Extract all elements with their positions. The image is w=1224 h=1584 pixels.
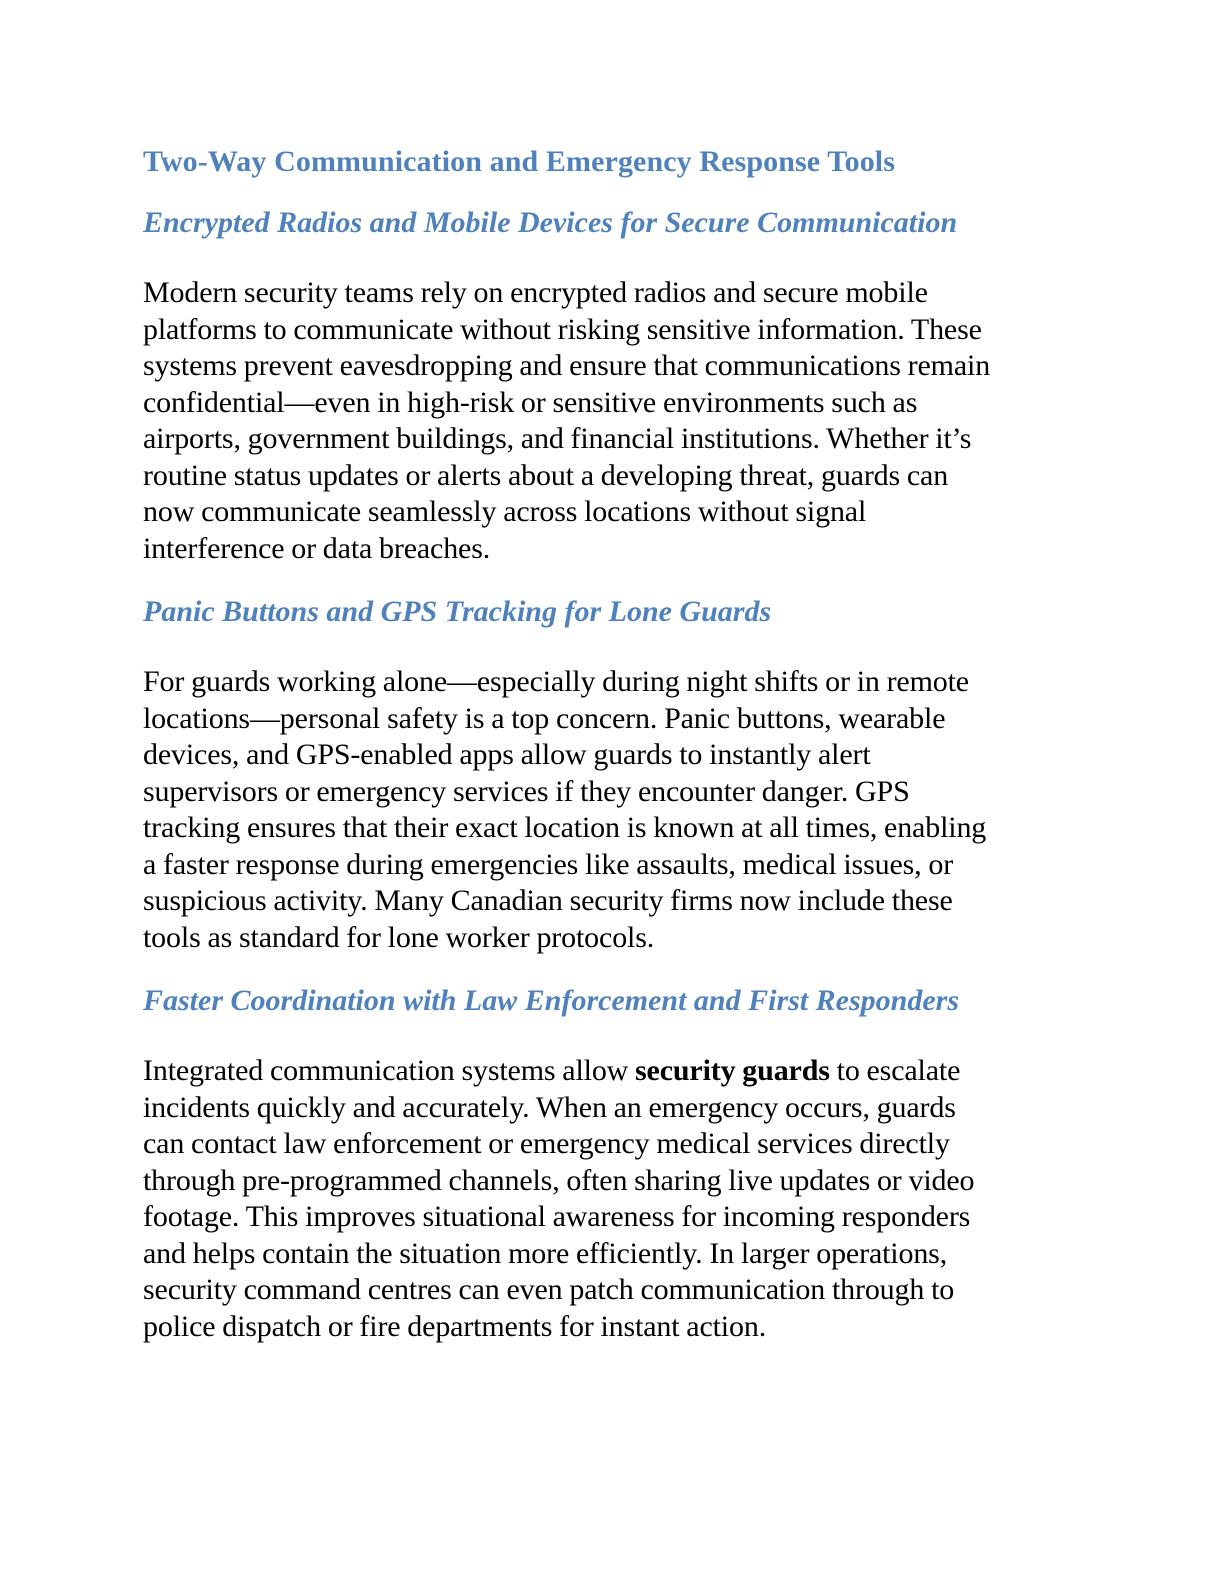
section-body-panic-buttons xyxy=(143,664,1063,956)
text-line: platforms to communicate without risking sensitive information. These xyxy=(143,312,982,346)
text-line: Modern security teams rely on encrypted radios and secure mobile xyxy=(143,276,928,309)
section-heading-panic-buttons: Panic Buttons and GPS Tracking for Lone Guards xyxy=(143,595,772,628)
text-line: interference or data breaches. xyxy=(143,531,491,565)
text-line: footage. This improves situational awareness for incoming responders xyxy=(143,1200,971,1233)
text-line: systems prevent eavesdropping and ensure that communications remain xyxy=(143,349,991,382)
text-line: police dispatch or fire departments for instant action. xyxy=(143,1309,767,1343)
text-line: tracking ensures that their exact location is known at all times, enabling xyxy=(143,811,987,844)
text-line: security command centres can even patch communication through to xyxy=(143,1273,955,1306)
text-line: now communicate seamlessly across locations without signal xyxy=(143,495,867,528)
text-line: suspicious activity. Many Canadian security firms now include these xyxy=(143,884,953,917)
text-line: For guards working alone—especially during night shifts or in remote xyxy=(143,665,969,698)
text-line: routine status updates or alerts about a developing threat, guards can xyxy=(143,458,949,492)
text-line: can contact law enforcement or emergency medical services directly xyxy=(143,1127,950,1160)
document-title: Two-Way Communication and Emergency Response Tools xyxy=(143,145,896,178)
text-line xyxy=(143,1053,1063,1090)
section-body-encrypted-radios xyxy=(143,275,1063,567)
text-line: confidential—even in high-risk or sensitive environments such as xyxy=(143,385,918,419)
text-line: devices, and GPS-enabled apps allow guards to instantly alert xyxy=(143,738,871,771)
section-heading-faster-coordination: Faster Coordination with Law Enforcement and First Responders xyxy=(143,984,959,1017)
bold-text-security-guards: security guards xyxy=(635,1054,830,1087)
text-line: and helps contain the situation more efficiently. In larger operations, xyxy=(143,1236,948,1270)
text-line: tools as standard for lone worker protocols. xyxy=(143,920,655,954)
text-line: locations—personal safety is a top concern. Panic buttons, wearable xyxy=(143,701,946,735)
text-fragment: Integrated communication systems allow xyxy=(143,1054,636,1087)
section-heading-encrypted-radios: Encrypted Radios and Mobile Devices for Secure Communication xyxy=(143,206,958,239)
text-line: supervisors or emergency services if they encounter danger. GPS xyxy=(143,774,910,808)
section-body-faster-coordination xyxy=(143,1053,1063,1345)
text-fragment: to escalate xyxy=(829,1054,961,1087)
text-line: a faster response during emergencies like assaults, medical issues, or xyxy=(143,847,954,881)
text-line: airports, government buildings, and financial institutions. Whether it’s xyxy=(143,422,972,455)
text-line: incidents quickly and accurately. When an emergency occurs, guards xyxy=(143,1090,956,1124)
text-line: through pre-programmed channels, often sharing live updates or video xyxy=(143,1163,975,1197)
document-page xyxy=(143,140,1063,1345)
